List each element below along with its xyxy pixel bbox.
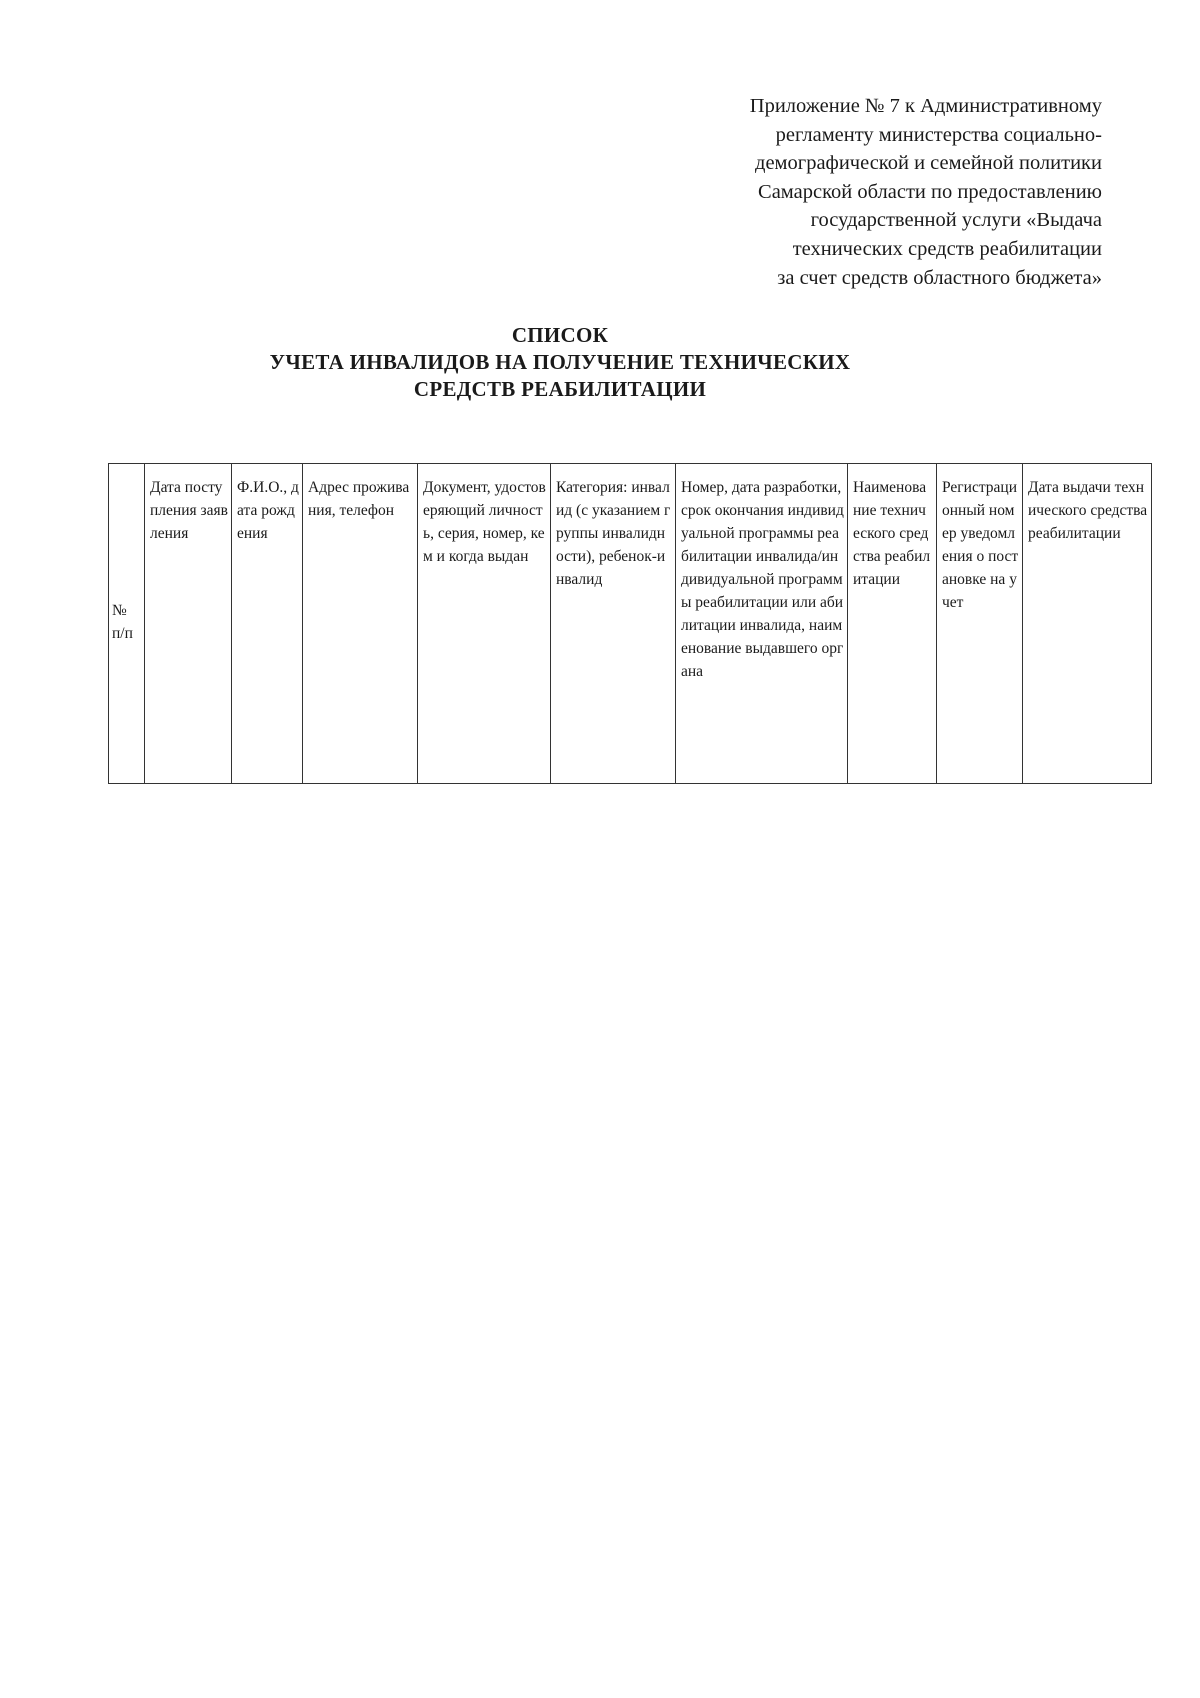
appendix-line: за счет средств областного бюджета» [777,266,1102,289]
appendix-line: регламенту министерства социально- [775,123,1102,146]
title-line-1: СПИСОК [511,323,609,347]
column-header-registration-number: Регистрационный номер уведомления о постановке на учет [937,464,1023,784]
appendix-line: демографической и семейной политики [755,152,1102,175]
appendix-line: государственной услуги «Выдача [810,209,1102,232]
column-header-device-name: Наименование технического средства реабилитации [848,464,937,784]
table-header-row [109,464,1152,784]
column-header-application-date: Дата поступления заявления [145,464,232,784]
column-header-category: Категория: инвалид (с указанием группы инвалидности), ребенок-инвалид [551,464,676,784]
register-table [108,463,1152,784]
appendix-line: Самарской области по предоставлению [758,180,1102,203]
column-header-address: Адрес проживания, телефон [303,464,418,784]
title-line-3: СРЕДСТВ РЕАБИЛИТАЦИИ [413,377,707,401]
appendix-line: технических средств реабилитации [792,237,1102,260]
column-header-full-name: Ф.И.О., дата рождения [232,464,303,784]
document-title [150,322,970,403]
column-header-identity-document: Документ, удостоверяющий личность, серия, номер, кем и когда выдан [418,464,551,784]
appendix-header [662,92,1102,292]
column-header-rehabilitation-program: Номер, дата разработки, срок окончания индивидуальной программы реабилитации инвалида/индивидуальной программы реабилитации или абилитации инвалида, наименование выдавшего органа [676,464,848,784]
title-line-2: УЧЕТА ИНВАЛИДОВ НА ПОЛУЧЕНИЕ ТЕХНИЧЕСКИХ [269,350,851,374]
appendix-line: Приложение № 7 к Административному [749,95,1102,117]
column-header-issue-date: Дата выдачи технического средства реабилитации [1023,464,1152,784]
column-header-number: № п/п [109,464,145,784]
